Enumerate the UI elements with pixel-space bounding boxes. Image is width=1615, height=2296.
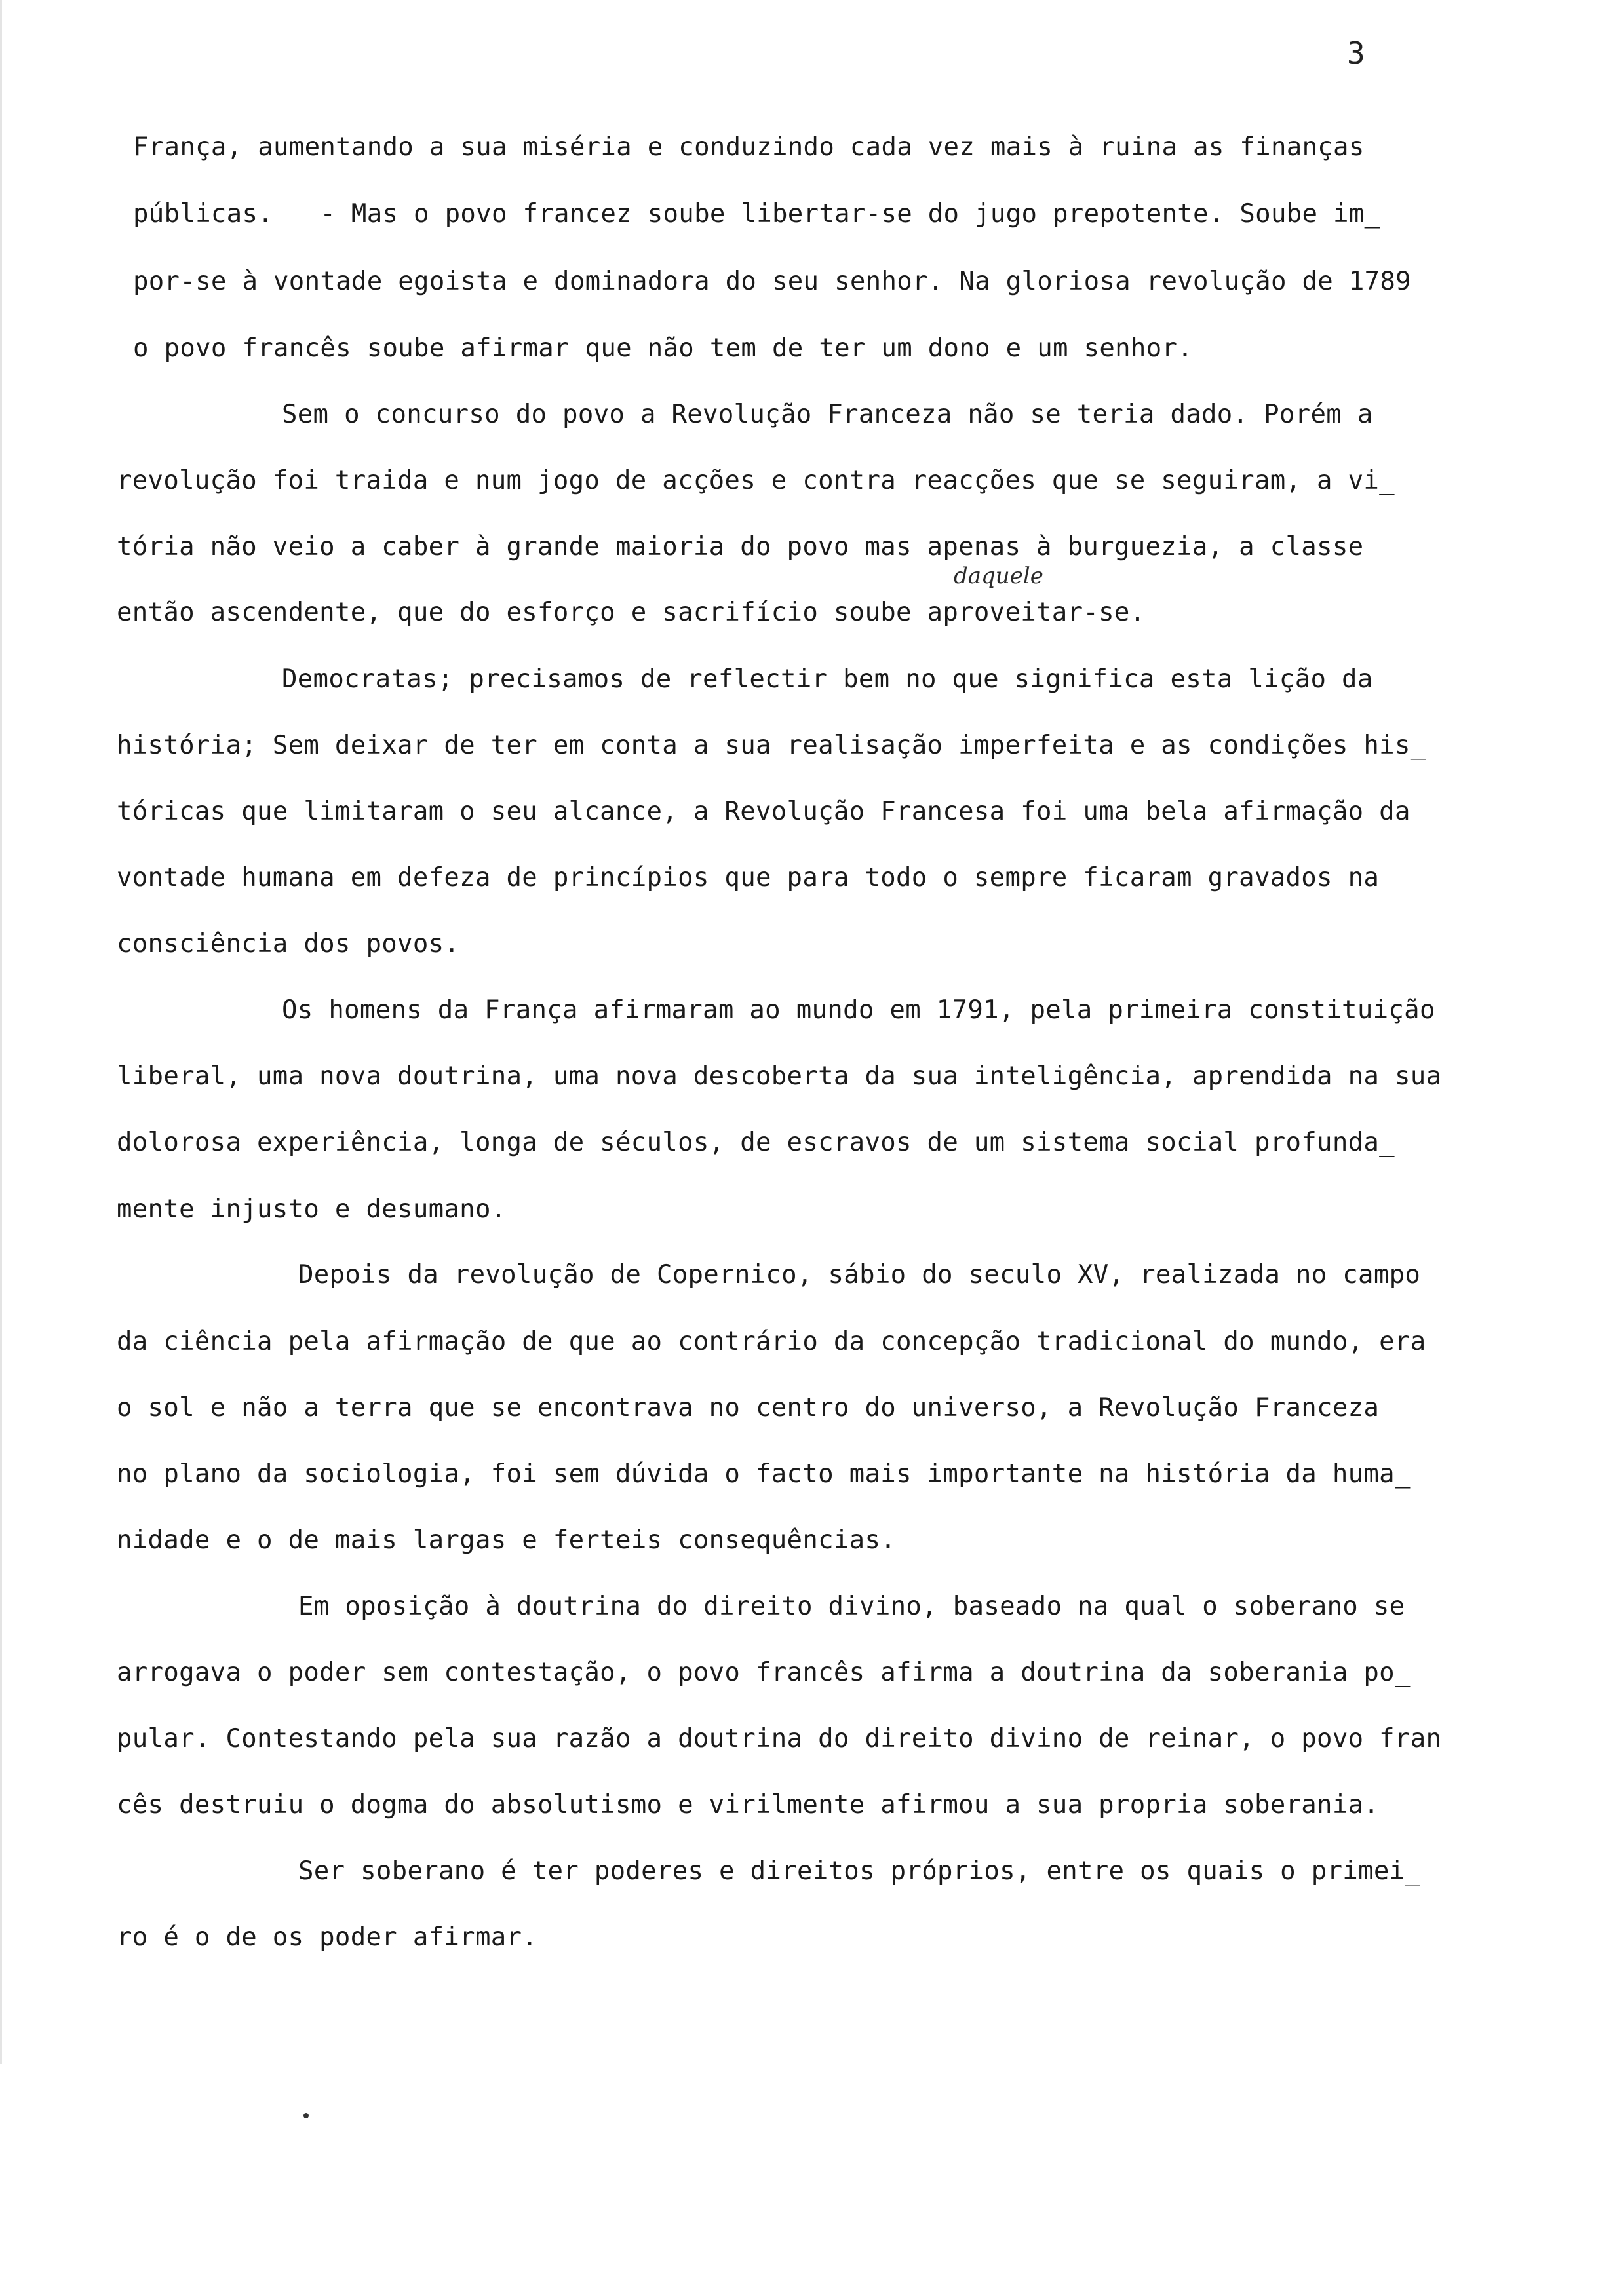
text-line-2: públicas. - Mas o povo francez soube libertar-se do jugo prepotente. Soube im_ (133, 199, 1380, 229)
text-line-22: nidade e o de mais largas e ferteis consequências. (117, 1525, 896, 1555)
text-line-6: revolução foi traida e num jogo de acções e contra reacções que se seguiram, a vi_ (117, 466, 1395, 495)
text-line-4: o povo francês soube afirmar que não tem de ter um dono e um senhor. (133, 334, 1194, 363)
text-line-21: no plano da sociologia, foi sem dúvida o facto mais importante na história da huma_ (117, 1459, 1411, 1489)
text-line-24: arrogava o poder sem contestação, o povo francês afirma a doutrina da soberania po_ (117, 1658, 1411, 1687)
text-line-10: história; Sem deixar de ter em conta a sua realisação imperfeita e as condições his_ (117, 731, 1426, 760)
text-line-16: dolorosa experiência, longa de séculos, de escravos de um sistema social profunda_ (117, 1128, 1395, 1157)
text-line-9: Democratas; precisamos de reflectir bem no que significa esta lição da (282, 664, 1373, 694)
text-line-15: liberal, uma nova doutrina, uma nova descoberta da sua inteligência, aprendida na sua (117, 1062, 1442, 1091)
text-line-18: Depois da revolução de Copernico, sábio do seculo XV, realizada no campo (298, 1260, 1421, 1290)
text-line-1: França, aumentando a sua miséria e conduzindo cada vez mais à ruina as finanças (133, 132, 1365, 162)
text-line-20: o sol e não a terra que se encontrava no centro do universo, a Revolução Franceza (117, 1393, 1380, 1423)
text-line-23: Em oposição à doutrina do direito divino, baseado na qual o soberano se (298, 1592, 1405, 1621)
text-line-19: da ciência pela afirmação de que ao contrário da concepção tradicional do mundo, era (117, 1327, 1426, 1356)
ink-speck (303, 2113, 309, 2118)
page-number: 3 (1347, 35, 1365, 71)
text-line-3: por-se à vontade egoista e dominadora do seu senhor. Na gloriosa revolução de 1789 (133, 267, 1411, 296)
text-line-27: Ser soberano é ter poderes e direitos próprios, entre os quais o primei_ (298, 1856, 1421, 1886)
text-line-12: vontade humana em defeza de princípios que para todo o sempre ficaram gravados na (117, 863, 1380, 892)
text-line-26: cês destruiu o dogma do absolutismo e virilmente afirmou a sua propria soberania. (117, 1790, 1380, 1820)
text-line-13: consciência dos povos. (117, 929, 460, 959)
text-line-8: então ascendente, que do esforço e sacrifício soube aproveitar-se. (117, 598, 1146, 627)
handwritten-insertion: daquele (954, 563, 1043, 589)
scan-margin-line (0, 0, 2, 2064)
text-line-11: tóricas que limitaram o seu alcance, a Revolução Francesa foi uma bela afirmação da (117, 797, 1411, 826)
text-line-28: ro é o de os poder afirmar. (117, 1923, 538, 1952)
text-line-14: Os homens da França afirmaram ao mundo em 1791, pela primeira constituição (282, 995, 1435, 1025)
text-line-5: Sem o concurso do povo a Revolução Franceza não se teria dado. Porém a (282, 400, 1373, 429)
text-line-25: pular. Contestando pela sua razão a doutrina do direito divino de reinar, o povo fran (117, 1724, 1442, 1753)
text-line-7: tória não veio a caber à grande maioria do povo mas apenas à burguezia, a classe (117, 532, 1364, 562)
text-line-17: mente injusto e desumano. (117, 1195, 507, 1224)
